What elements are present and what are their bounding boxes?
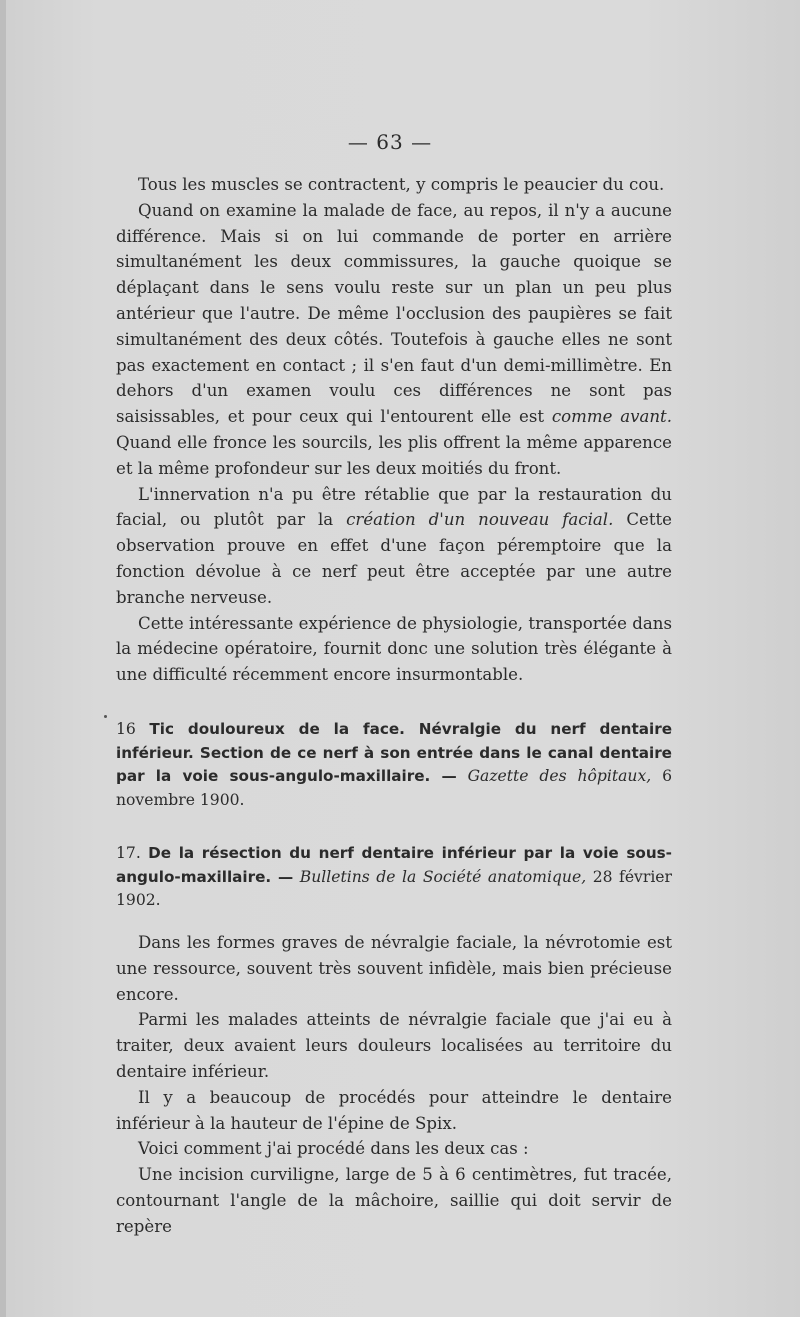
entry-title: De la résection du nerf dentaire inférieur par la voie sous-angulo-maxillaire. — [116, 844, 672, 886]
paragraph-6: Parmi les malades atteints de névralgie faciale que j'ai eu à traiter, deux avaient leurs douleurs localisées au territoire du dentaire inférieur. [116, 1010, 672, 1081]
paragraph-3-end: Cette observation prouve en effet d'une façon péremptoire que la fonction dévolue à ce nerf peut être acceptée par une autre branche nerveuse. [116, 510, 672, 607]
entry-date: 6 novembre 1900. [116, 767, 673, 809]
bibliography-entry-16 [116, 718, 672, 812]
paragraph-9: Une incision curviligne, large de 5 à 6 centimètres, fut tracée, contournant l'angle de la mâchoire, saillie qui doit servir de repère [116, 1165, 672, 1236]
paragraph-7: Il y a beaucoup de procédés pour atteindre le dentaire inférieur à la hauteur de l'épine de Spix. [116, 1087, 672, 1133]
entry-number: 16 [116, 720, 136, 738]
page-edge [0, 0, 6, 1317]
ink-speck [104, 715, 107, 718]
paragraph-2 [116, 198, 672, 482]
entry-title: Tic douloureux de la face. Névralgie du nerf dentaire inférieur. Section de ce nerf à son entrée dans le canal dentaire par la voie sous-angulo-maxillaire. — [116, 720, 672, 785]
paragraph-8: Voici comment j'ai procédé dans les deux cas : [138, 1139, 529, 1159]
entry-journal: Bulletins de la Société anatomique, [299, 867, 587, 886]
paragraph-4: Cette intéressante expérience de physiologie, transportée dans la médecine opératoire, fournit donc une solution très élégante à une difficulté récemment encore insurmontable. [116, 613, 672, 685]
body-text-section-2 [116, 930, 672, 1240]
body-text-section-1 [116, 172, 672, 688]
paragraph-2-text: Quand on examine la malade de face, au repos, il n'y a aucune différence. Mais si on lui commande de porter en arrière simultanément les deux commissures, la gauche quoique se déplaçant dans le sens voulu reste sur un plan un peu plus antérieur que l'autre. De même l'occlusion des paupières se fait simultanément des deux côtés. Toutefois à gauche elles ne sont pas exactement en contact ; il s'en faut d'un demi-millimètre. En dehors d'un examen voulu ces différences ne sont pas saisissables, et pour ceux qui l'entourent elle est [116, 200, 672, 427]
paragraph-3-italic: création d'un nouveau facial. [346, 510, 614, 530]
paragraph-3-start: L'innervation n'a pu être rétablie que par la restauration du facial, ou plutôt par la [116, 484, 672, 530]
paragraph-2-italic: comme avant. [551, 407, 673, 427]
paragraph-3 [116, 482, 672, 611]
paragraph-2-end: Quand elle fronce les sourcils, les plis offrent la même apparence et la même profondeur sur les deux moitiés du front. [116, 432, 672, 478]
paragraph-1: Tous les muscles se contractent, y compris le peaucier du cou. [138, 175, 665, 194]
entry-date: 28 février 1902. [116, 867, 672, 909]
paragraph-5: Dans les formes graves de névralgie faciale, la névrotomie est une ressource, souvent très souvent infidèle, mais bien précieuse encore. [116, 933, 672, 1004]
entry-journal: Gazette des hôpitaux, [467, 767, 652, 785]
entry-number: 17. [116, 844, 141, 862]
bibliography-entry-17 [116, 842, 672, 913]
page-number: — 63 — [347, 130, 433, 154]
